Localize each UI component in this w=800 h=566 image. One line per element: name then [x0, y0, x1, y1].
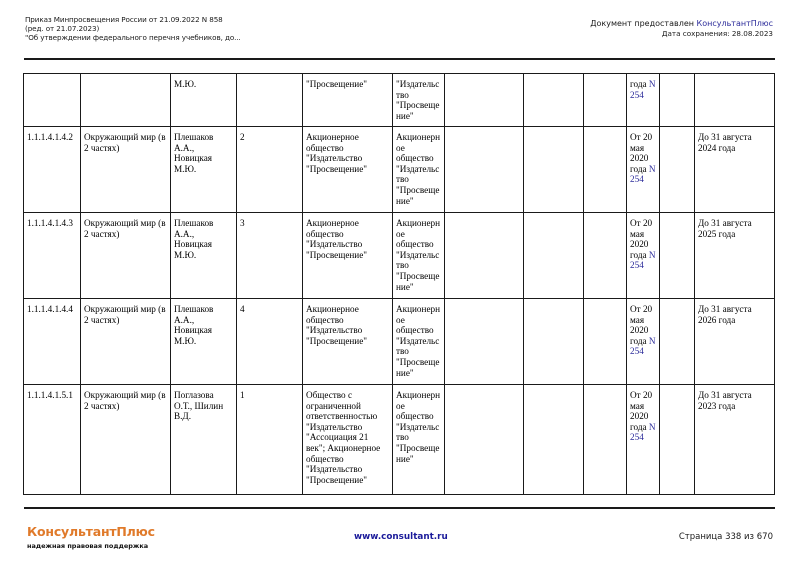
- cell-publisher: Акционерное общество "Издательство "Просвещение": [303, 127, 393, 213]
- cell-empty: [524, 299, 584, 385]
- cell-legal-entity: Акционерн ое общество "Издательс тво "Просвеще ние": [393, 127, 445, 213]
- cell-grade: [237, 74, 303, 127]
- cell-grade: 1: [237, 385, 303, 495]
- cell-textbook-number: 1.1.1.4.1.4.3: [24, 213, 81, 299]
- cell-grade: 2: [237, 127, 303, 213]
- cell-order-reference: [627, 299, 660, 385]
- cell-textbook-number: 1.1.1.4.1.5.1: [24, 385, 81, 495]
- cell-subject: Окружающий мир (в 2 частях): [81, 213, 171, 299]
- cell-empty: [584, 213, 627, 299]
- cell-legal-entity: Акционерн ое общество "Издательс тво "Просвеще ние": [393, 299, 445, 385]
- provided-by: [590, 19, 773, 29]
- provided-by-label: Документ предоставлен: [590, 19, 697, 28]
- cell-empty: [445, 385, 524, 495]
- cell-authors: Плешаков А.А., Новицкая М.Ю.: [171, 127, 237, 213]
- cell-legal-entity: Акционерн ое общество "Издательс тво "Просвеще ние": [393, 213, 445, 299]
- cell-publisher: Акционерное общество "Издательство "Просвещение": [303, 213, 393, 299]
- cell-empty: [584, 299, 627, 385]
- order-date-text: года: [630, 79, 649, 89]
- cell-authors: М.Ю.: [171, 74, 237, 127]
- footer-divider: [24, 507, 775, 509]
- table-row: [24, 127, 775, 213]
- cell-empty: [524, 385, 584, 495]
- cell-subject: [81, 74, 171, 127]
- cell-empty: [445, 213, 524, 299]
- table-row: [24, 385, 775, 495]
- cell-textbook-number: 1.1.1.4.1.4.2: [24, 127, 81, 213]
- footer-tagline: надежная правовая поддержка: [27, 542, 149, 550]
- cell-authors: Плешаков А.А., Новицкая М.Ю.: [171, 213, 237, 299]
- doc-title-line-2: (ред. от 21.07.2023): [25, 24, 100, 33]
- cell-legal-entity: Акционерн ое общество "Издательс тво "Просвеще ние": [393, 385, 445, 495]
- cell-authors: Поглазова О.Т., Шилин В.Д.: [171, 385, 237, 495]
- order-date-text: От 20 мая 2020 года: [630, 132, 653, 174]
- cell-empty: [584, 74, 627, 127]
- order-number-link[interactable]: N 254: [630, 79, 656, 100]
- doc-title-line-1: Приказ Минпросвещения России от 21.09.2022 N 858: [25, 15, 223, 24]
- cell-subject: Окружающий мир (в 2 частях): [81, 299, 171, 385]
- order-date-text: От 20 мая 2020 года: [630, 218, 653, 260]
- textbook-table: [23, 73, 775, 495]
- cell-authors: Плешаков А.А., Новицкая М.Ю.: [171, 299, 237, 385]
- cell-grade: 3: [237, 213, 303, 299]
- cell-empty: [445, 127, 524, 213]
- cell-empty: [660, 299, 695, 385]
- footer-brand-logo[interactable]: КонсультантПлюс: [27, 524, 155, 539]
- document-header-info: [590, 19, 773, 38]
- document-header-title: [25, 15, 241, 42]
- page-counter: Страница 338 из 670: [678, 532, 773, 542]
- footer-website-link[interactable]: www.consultant.ru: [354, 532, 448, 542]
- cell-empty: [660, 74, 695, 127]
- cell-publisher: "Просвещение": [303, 74, 393, 127]
- order-number-link[interactable]: N 254: [630, 421, 656, 443]
- cell-empty: [524, 74, 584, 127]
- doc-title-line-3: "Об утверждении федерального перечня учебников, до...: [25, 33, 241, 42]
- cell-order-reference: [627, 74, 660, 127]
- consultant-brand-link[interactable]: КонсультантПлюс: [696, 19, 773, 28]
- cell-empty: [584, 385, 627, 495]
- table-row: [24, 213, 775, 299]
- cell-subject: Окружающий мир (в 2 частях): [81, 127, 171, 213]
- cell-empty: [584, 127, 627, 213]
- cell-empty: [660, 127, 695, 213]
- order-number-link[interactable]: N 254: [630, 163, 656, 185]
- cell-valid-until: До 31 августа 2025 года: [695, 213, 775, 299]
- cell-empty: [445, 299, 524, 385]
- cell-order-reference: [627, 213, 660, 299]
- cell-valid-until: До 31 августа 2024 года: [695, 127, 775, 213]
- cell-empty: [660, 213, 695, 299]
- order-number-link[interactable]: N 254: [630, 335, 656, 357]
- cell-empty: [445, 74, 524, 127]
- cell-valid-until: До 31 августа 2023 года: [695, 385, 775, 495]
- order-number-link[interactable]: N 254: [630, 249, 656, 271]
- cell-order-reference: [627, 127, 660, 213]
- cell-textbook-number: [24, 74, 81, 127]
- save-date: Дата сохранения: 28.08.2023: [661, 29, 773, 38]
- cell-empty: [524, 127, 584, 213]
- cell-subject: Окружающий мир (в 2 частях): [81, 385, 171, 495]
- header-divider: [24, 58, 775, 60]
- cell-valid-until: [695, 74, 775, 127]
- order-date-text: От 20 мая 2020 года: [630, 304, 653, 346]
- cell-empty: [660, 385, 695, 495]
- cell-grade: 4: [237, 299, 303, 385]
- cell-legal-entity: "Издательс тво "Просвеще ние": [393, 74, 445, 127]
- cell-empty: [524, 213, 584, 299]
- cell-publisher: Акционерное общество "Издательство "Просвещение": [303, 299, 393, 385]
- cell-order-reference: [627, 385, 660, 495]
- cell-textbook-number: 1.1.1.4.1.4.4: [24, 299, 81, 385]
- order-date-text: От 20 мая 2020 года: [630, 390, 653, 432]
- table-row: [24, 74, 775, 127]
- table-row: [24, 299, 775, 385]
- cell-publisher: Общество с ограниченной ответственностью "Издательство "Ассоциация 21 век"; Акционерное общество "Издательство "Просвещение": [303, 385, 393, 495]
- cell-valid-until: До 31 августа 2026 года: [695, 299, 775, 385]
